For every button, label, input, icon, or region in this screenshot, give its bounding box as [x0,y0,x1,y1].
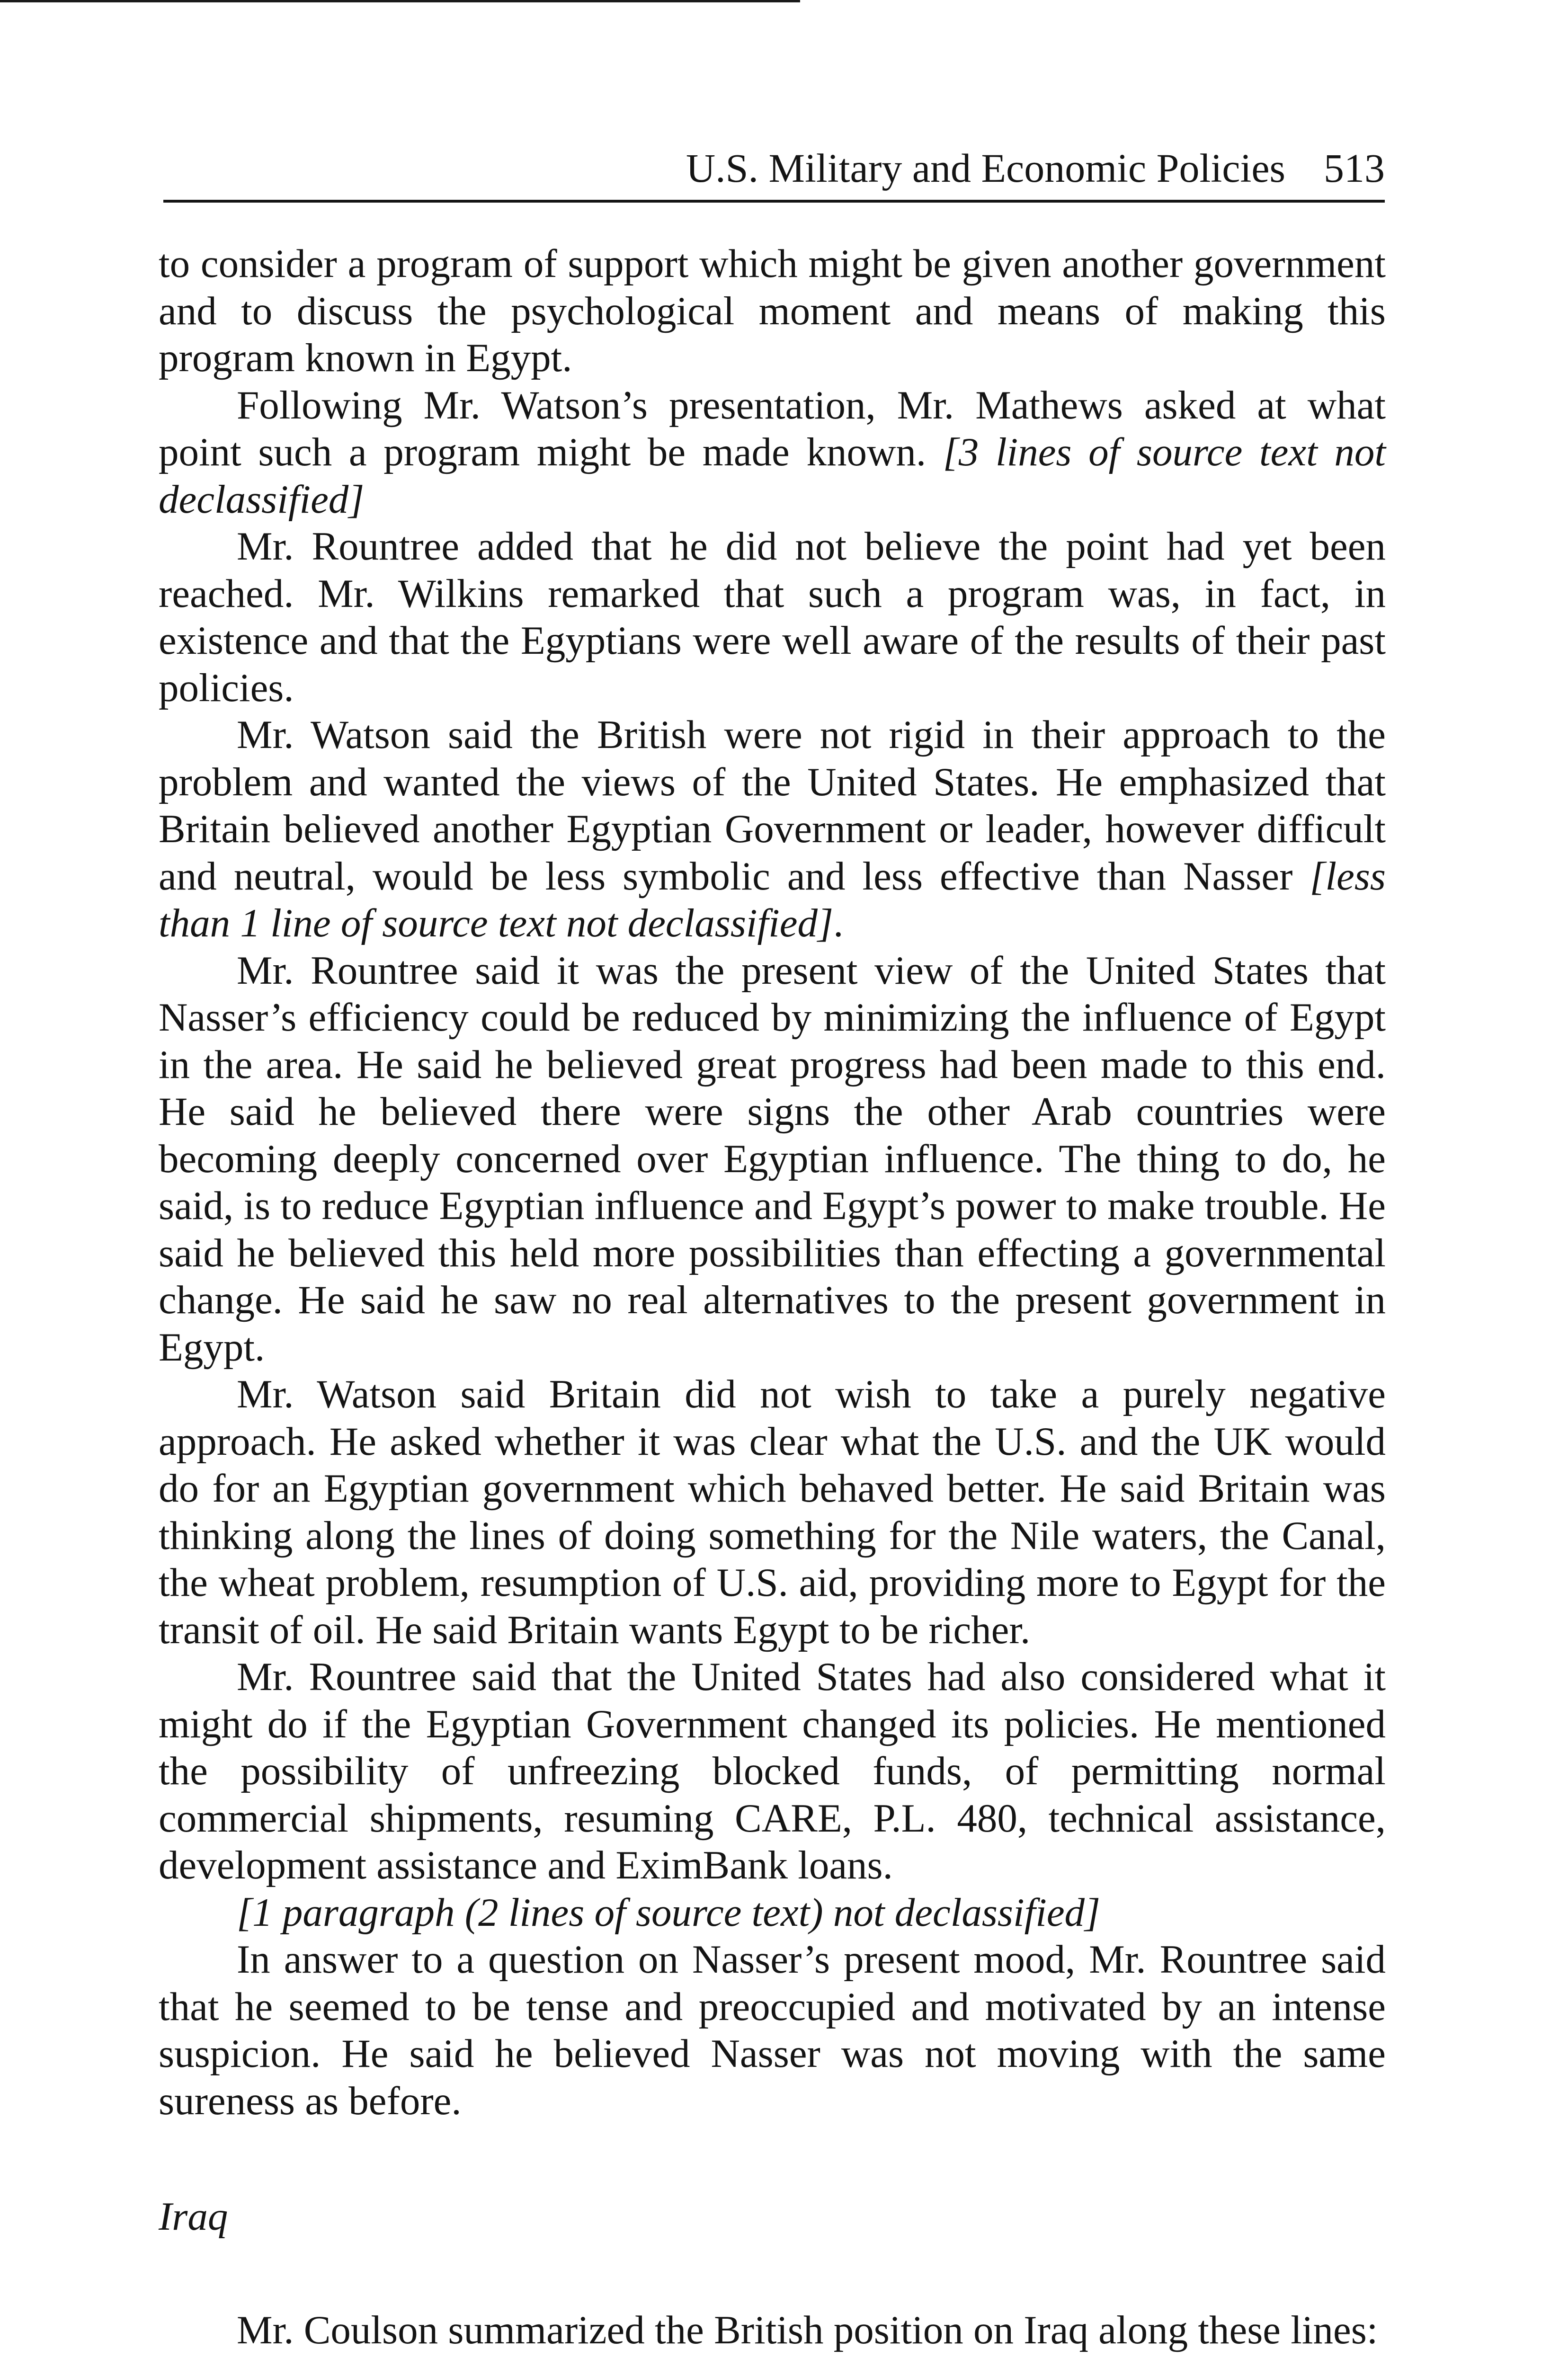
declassification-note: [less than 1 line of source text not declassified] [159,854,1386,945]
paragraph-text: Mr. Watson said the British were not rigid in their approach to the problem and wanted the views of the United States. He emphasized that Britain believed another Egyptian Government or leader, however difficult and neutral, would be less symbolic and less effective than Nasser [159,712,1386,899]
page-body [159,240,1386,2354]
section-heading: Iraq [159,2194,228,2239]
paragraph-text: Mr. Rountree said it was the present view of the United States that Nasser’s efficiency could be reduced by minimizing the influence of Egypt in the area. He said he believed great progress had been made to this end. He said he believed there were signs the other Arab countries were becoming deeply concerned over Egyptian influence. The thing to do, he said, is to reduce Egyptian influence and Egypt’s power to make trouble. He said he believed this held more possibilities than effecting a governmental change. He said he saw no real alternatives to the present government in Egypt. [159,948,1386,1370]
paragraph-2 [159,382,1386,524]
paragraph-3 [159,523,1386,712]
paragraph-4 [159,712,1386,947]
paragraph-text: . [833,901,844,945]
paragraph-text: Mr. Rountree said that the United States had also considered what it might do if the Egyptian Government changed its policies. He mentioned the possibility of unfreezing blocked funds, of permitting normal commercial shipments, resuming CARE, P.L. 480, technical assistance, development assistance and EximBank loans. [159,1655,1386,1887]
declassification-note: [1 paragraph (2 lines of source text) not declassified] [237,1890,1101,1935]
paragraph-text: to consider a program of support which might be given another government and to discuss the psychological moment and means of making this program known in Egypt. [159,241,1386,380]
paragraph-1 [159,240,1386,382]
top-scan-rule [0,0,800,2]
paragraph-text: Following Mr. Watson’s presentation, Mr. Mathews asked at what point such a program might be made known. [159,383,1386,474]
paragraph-9 [159,1936,1386,2125]
paragraph-6 [159,1371,1386,1654]
running-header [163,137,1385,203]
running-title: U.S. Military and Economic Policies [686,145,1285,191]
paragraph-text: In answer to a question on Nasser’s present mood, Mr. Rountree said that he seemed to be tense and preoccupied and motivated by an intense suspicion. He said he believed Nasser was not moving with the same sureness as before. [159,1937,1386,2123]
page-number: 513 [1324,145,1385,191]
paragraph-text: Mr. Rountree added that he did not believe the point had yet been reached. Mr. Wilkins remarked that such a program was, in fact, in existence and that the Egyptians were well aware of the results of their past policies. [159,524,1386,710]
declassification-note: [3 lines of source text not declassified] [159,430,1386,522]
section-paragraph: Mr. Coulson summarized the British position on Iraq along these lines: [237,2307,1378,2352]
paragraph-7 [159,1654,1386,1889]
paragraph-text: Mr. Watson said Britain did not wish to take a purely negative approach. He asked whether it was clear what the U.S. and the UK would do for an Egyptian government which behaved better. He said Britain was thinking along the lines of doing something for the Nile waters, the Canal, the wheat problem, resumption of U.S. aid, providing more to Egypt for the transit of oil. He said Britain wants Egypt to be richer. [159,1372,1386,1652]
paragraph-8 [159,1889,1386,1937]
paragraph-5 [159,947,1386,1371]
